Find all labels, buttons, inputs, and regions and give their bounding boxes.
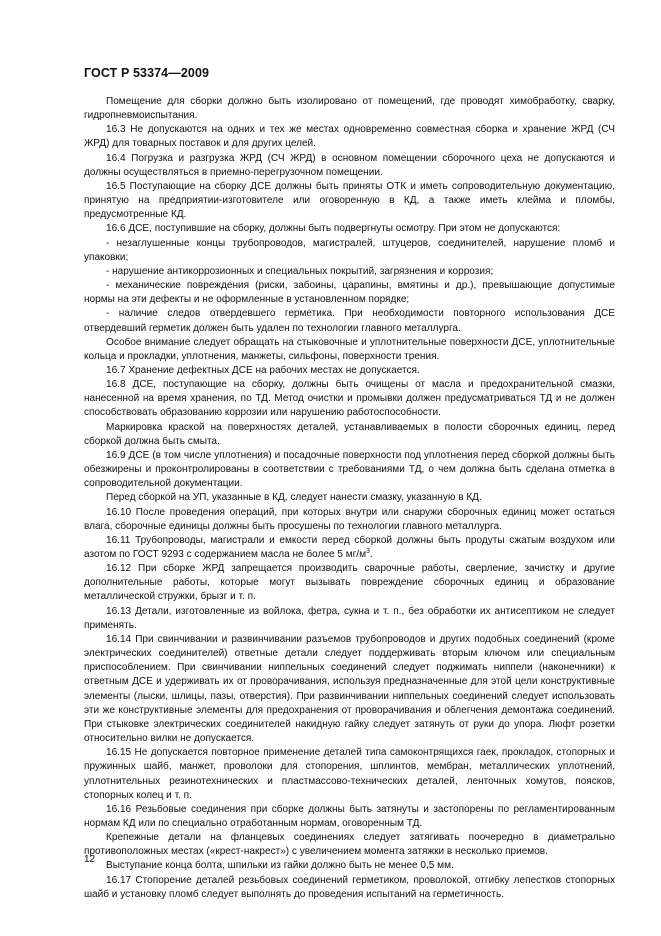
list-item: - нарушение антикоррозионных и специальных покрытий, загрязнения и коррозия; [106,265,494,277]
page-header-standard-number: ГОСТ Р 53374—2009 [84,66,210,80]
paragraph: 16.3 Не допускаются на одних и тех же местах одновременно совместная сборка и хранение ЖРД (СЧ ЖРД) для товарных поставок и для других целей. [84,124,615,150]
paragraph: Помещение для сборки должно быть изолировано от помещений, где проводят химобработку, сварку, гидропневмоиспытания. [84,96,615,122]
document-body [84,95,615,902]
paragraph: 16.16 Резьбовые соединения при сборке должны быть затянуты и застопорены по регламентированным нормам КД или по специально отработанным нормам, оговоренным ТД. [84,803,615,829]
page-number: 12 [84,854,96,865]
paragraph: 16.17 Стопорение деталей резьбовых соединений герметиком, проволокой, отгибку лепестков стопорных шайб и установку пломб следует выполнять до проведения испытаний на герметичность. [84,874,615,900]
list-item: - наличие следов отвердевшего герметика. При необходимости повторного использования ДСЕ отвердевший герметик должен быть удален по технологии главного металлурга. [84,308,615,334]
paragraph: 16.8 ДСЕ, поступающие на сборку, должны быть очищены от масла и предохранительной смазки, нанесенной на время хранения, по ТД. Метод очистки и промывки должен предусматриваться ТД и не должен способствовать образованию коррозии или нарушению работоспособности. [84,379,615,419]
paragraph: Выступание конца болта, шпильки из гайки должно быть не менее 0,5 мм. [106,860,454,872]
paragraph: 16.10 После проведения операций, при которых внутри или снаружи сборочных единиц может остаться влага, сборочные единицы должны быть просушены по технологии главного металлурга. [84,506,615,532]
paragraph: 16.4 Погрузка и разгрузка ЖРД (СЧ ЖРД) в основном помещении сборочного цеха не допускаются и должны осуществляться в приемно-перегрузочном помещении. [84,152,615,178]
paragraph: 16.14 При свинчивании и развинчивании разъемов трубопроводов и других подобных соединений (кроме электрических соединителей) ответные детали следует поддерживать вторым ключом или специальным приспособлением. При свинчивании ниппельных соединений следует поджимать ниппели (наконечники) к ответным ДСЕ и удерживать их от проворачивания, используя предназначенные для этой цели конструктивные элементы (лыски, шлицы, пазы, отверстия). При развинчивании ниппельных соединений следует использовать эти же конструктивные элементы для предохранения от проворачивания и облегчения демонтажа соединений. При стыковке электрических соединителей накидную гайку следует затянуть от руки до упора. Люфт розетки относительно вилки не допускается. [84,633,615,745]
paragraph-text: 16.11 Трубопроводы, магистрали и емкости перед сборкой должны быть продуты сжатым воздухом или азотом по ГОСТ 9293 с содержанием масла не более 5 мг/м [84,534,615,560]
paragraph: 16.5 Поступающие на сборку ДСЕ должны быть приняты ОТК и иметь сопроводительную документацию, принятую на предприятии-изготовителе или оговоренную в КД, а также иметь клейма и пломбы, предусмотренные КД. [84,180,615,221]
paragraph: 16.7 Хранение дефектных ДСЕ на рабочих местах не допускается. [106,364,420,376]
paragraph: Перед сборкой на УП, указанные в КД, следует нанести смазку, указанную в КД. [106,492,482,504]
list-item: - механические повреждения (риски, забоины, царапины, вмятины и др.), превышающие допустимые нормы на эти дефекты и не оформленные в установленном порядке; [84,280,615,306]
paragraph: 16.12 При сборке ЖРД запрещается производить сварочные работы, сверление, зачистку и другие дополнительные работы, которые могут вызывать повреждение сборочных единиц и образование металлической стружки, брызг и т. п. [84,563,615,603]
paragraph: Особое внимание следует обращать на стыковочные и уплотнительные поверхности ДСЕ, уплотнительные кольца и прокладки, уплотнения, манжеты, сильфоны, поверхности трения. [84,336,615,362]
list-item: - незаглушенные концы трубопроводов, магистралей, штуцеров, соединителей, нарушение пломб и упаковки; [84,237,615,263]
paragraph: 16.15 Не допускается повторное применение деталей типа самоконтрящихся гаек, прокладок, стопорных и пружинных шайб, манжет, проволоки для стопорения, шплинтов, мембран, металлических уплотнений, уплотнительных резинотехнических и пластмассово-технических деталей, ленточных хомутов, поясков, стопорных колец и т. п. [84,747,615,801]
paragraph: Крепежные детали на фланцевых соединениях следует затягивать поочередно в диаметрально противоположных местах («крест-накрест») с увеличением момента затяжки в несколько приемов. [84,832,615,858]
paragraph: 16.13 Детали, изготовленные из войлока, фетра, сукна и т. п., без обработки их антисептиком не следует применять. [84,605,615,631]
paragraph-with-superscript [84,534,615,562]
paragraph-end: . [369,549,373,560]
paragraph: 16.6 ДСЕ, поступившие на сборку, должны быть подвергнуты осмотру. При этом не допускаются: [106,223,561,235]
superscript-unit: 3 [366,548,370,555]
paragraph: Маркировка краской на поверхностях деталей, устанавливаемых в полости сборочных единиц, перед сборкой должна быть смыта. [84,421,615,447]
paragraph: 16.9 ДСЕ (в том числе уплотнения) и посадочные поверхности под уплотнения перед сборкой должны быть обезжирены и проконтролированы в соответствии с требованиями ТД, о чем должна быть сделана отметка в сопроводительной документации. [84,449,615,490]
